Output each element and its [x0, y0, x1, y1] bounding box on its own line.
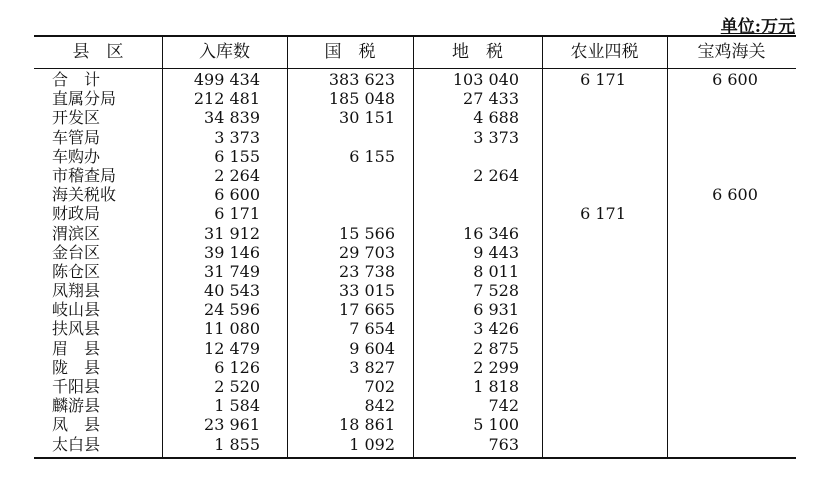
cell-local-tax: 1 818 — [473, 377, 519, 396]
cell-county: 凤 县 — [52, 415, 101, 435]
cell-county: 渭滨区 — [52, 223, 101, 243]
header-local-tax: 地 税 — [452, 42, 503, 62]
table-bottom-rule — [34, 457, 796, 459]
cell-total: 24 596 — [204, 300, 260, 320]
cell-total: 23 961 — [204, 415, 260, 435]
cell-county: 太白县 — [52, 434, 101, 454]
cell-national-tax: 6 155 — [349, 146, 395, 166]
table-row — [34, 358, 796, 377]
table-row — [34, 70, 796, 89]
cell-national-tax: 33 015 — [339, 281, 395, 301]
unit-label: 单位:万元 — [720, 17, 795, 37]
cell-national-tax: 17 665 — [339, 300, 395, 320]
header-customs: 宝鸡海关 — [697, 42, 766, 62]
cell-national-tax: 7 654 — [349, 319, 395, 339]
cell-county: 开发区 — [52, 108, 101, 128]
cell-national-tax: 29 703 — [339, 242, 395, 262]
cell-county: 陇 县 — [52, 357, 101, 377]
cell-agri-tax: 6 171 — [580, 204, 626, 224]
cell-total: 40 543 — [204, 281, 260, 301]
cell-total: 6 126 — [214, 357, 260, 377]
cell-county: 海关税收 — [52, 185, 117, 205]
cell-county: 市稽查局 — [52, 165, 117, 185]
cell-national-tax: 383 623 — [328, 70, 395, 89]
table-row — [34, 415, 796, 434]
cell-customs: 6 600 — [712, 185, 758, 205]
table-row — [34, 300, 796, 319]
cell-national-tax: 9 604 — [349, 338, 395, 358]
table-row — [34, 243, 796, 262]
cell-local-tax: 2 299 — [473, 357, 519, 377]
cell-local-tax: 4 688 — [473, 108, 519, 128]
header-bottom-rule — [34, 68, 796, 69]
table-row — [34, 377, 796, 396]
table-row — [34, 396, 796, 415]
table-row — [34, 185, 796, 204]
cell-national-tax: 23 738 — [339, 261, 395, 281]
cell-county: 扶风县 — [52, 319, 101, 339]
cell-total: 1 584 — [214, 396, 260, 416]
table-row — [34, 108, 796, 127]
cell-county: 千阳县 — [52, 377, 101, 396]
table-body — [34, 70, 796, 454]
table-row — [34, 224, 796, 243]
cell-national-tax: 3 827 — [349, 357, 395, 377]
cell-local-tax: 763 — [488, 434, 519, 454]
cell-county: 合 计 — [52, 70, 101, 89]
cell-national-tax: 842 — [364, 396, 395, 416]
header-county: 县 区 — [72, 42, 124, 62]
cell-local-tax: 9 443 — [473, 242, 519, 262]
cell-national-tax: 18 861 — [339, 415, 395, 435]
cell-county: 眉 县 — [52, 338, 101, 358]
cell-national-tax: 702 — [364, 377, 395, 396]
table-row — [34, 128, 796, 147]
table-row — [34, 147, 796, 166]
table-row — [34, 339, 796, 358]
cell-national-tax: 15 566 — [339, 223, 395, 243]
cell-local-tax: 103 040 — [452, 70, 519, 89]
cell-local-tax: 5 100 — [473, 415, 519, 435]
cell-county: 直属分局 — [52, 89, 117, 109]
cell-customs: 6 600 — [712, 70, 758, 89]
cell-total: 39 146 — [204, 242, 260, 262]
cell-county: 凤翔县 — [52, 281, 101, 301]
cell-total: 3 373 — [214, 127, 260, 147]
cell-local-tax: 7 528 — [473, 281, 519, 301]
cell-agri-tax: 6 171 — [580, 70, 626, 89]
cell-county: 车管局 — [52, 127, 101, 147]
cell-local-tax: 3 426 — [473, 319, 519, 339]
cell-local-tax: 27 433 — [463, 89, 519, 109]
cell-national-tax: 30 151 — [339, 108, 395, 128]
cell-national-tax: 1 092 — [349, 434, 395, 454]
cell-total: 2 520 — [214, 377, 260, 396]
cell-total: 6 155 — [214, 146, 260, 166]
table-row — [34, 435, 796, 454]
table-row — [34, 262, 796, 281]
cell-total: 31 749 — [204, 261, 260, 281]
cell-county: 财政局 — [52, 204, 101, 224]
cell-county: 麟游县 — [52, 396, 101, 416]
cell-total: 34 839 — [204, 108, 260, 128]
cell-local-tax: 2 264 — [473, 165, 519, 185]
cell-total: 1 855 — [214, 434, 260, 454]
cell-county: 车购办 — [52, 146, 101, 166]
table-row — [34, 89, 796, 108]
table-row — [34, 166, 796, 185]
cell-local-tax: 3 373 — [473, 127, 519, 147]
cell-county: 陈仓区 — [52, 261, 101, 281]
cell-total: 31 912 — [204, 223, 260, 243]
table-row — [34, 319, 796, 338]
cell-local-tax: 6 931 — [473, 300, 519, 320]
cell-total: 2 264 — [214, 165, 260, 185]
cell-local-tax: 16 346 — [463, 223, 519, 243]
cell-local-tax: 2 875 — [473, 338, 519, 358]
cell-total: 12 479 — [204, 338, 260, 358]
header-agri-tax: 农业四税 — [570, 42, 639, 62]
cell-total: 6 171 — [214, 204, 260, 224]
cell-county: 岐山县 — [52, 300, 101, 320]
table-row — [34, 281, 796, 300]
cell-national-tax: 185 048 — [328, 89, 395, 109]
cell-local-tax: 8 011 — [473, 261, 519, 281]
table-top-rule — [34, 35, 796, 37]
cell-total: 499 434 — [193, 70, 260, 89]
table-row — [34, 204, 796, 223]
cell-total: 11 080 — [204, 319, 260, 339]
cell-total: 212 481 — [193, 89, 260, 109]
cell-county: 金台区 — [52, 242, 101, 262]
header-total-revenue: 入库数 — [199, 42, 250, 62]
cell-local-tax: 742 — [488, 396, 519, 416]
cell-total: 6 600 — [214, 185, 260, 205]
header-national-tax: 国 税 — [324, 42, 376, 62]
